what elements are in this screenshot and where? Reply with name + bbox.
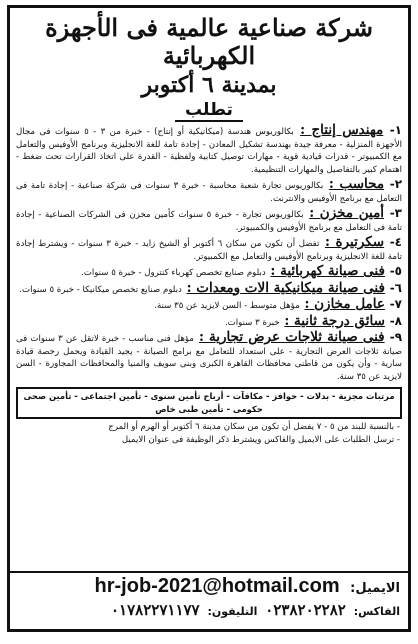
job-title: فنى صيانة ثلاجات عرض تجارية : [199, 329, 385, 345]
job-number: ٧- [389, 297, 402, 311]
job-requirements: بكالوريوس تجارة شعبة محاسبة - خبرة ٣ سنوات فى شركة صناعية - إجادة تامة فى التعامل مع برنامج الأوفيس والانترنت. [16, 181, 402, 204]
fax-label: الفاكس: [353, 605, 400, 618]
phone-number[interactable]: ٠١٧٨٢٢٧١١٧٧ [110, 602, 200, 619]
job-requirements: مؤهل فنى مناسب - خبرة لاتقل عن ٣ سنوات فى صيانة ثلاجات العرض التجارية - على استعداد للتعامل مع برامج الصيانة - يجيد القيادة ويحمل رخصة قيادة سارية - وأن يكون من قاطنى محافظات القاهرة الكبرى وبنى سويف والمنيا والمحافظات المجاورة - السن لايزيد عن ٣٥ سنة. [16, 334, 402, 382]
job-number: ٦- [389, 280, 402, 295]
job-requirements: بكالوريوس هندسة (ميكانيكية أو إنتاج) - خبرة من ٣ - ٥ سنوات فى مجال الأجهزة المنزلية - معرفة جيدة بهندسة تشكيل المعادن - إجادة تامة للغة الانجليزية وبرنامج الأوفيس والتعامل مع الكمبيوتر - قدرات قيادية قوية - مهارات توصيل كتابية ولفظية - القدرة على اتخاذ القرارات تحت ضغط - اهتمام كبير بالتفاصيل والمهارات التنظيمية. [16, 127, 402, 175]
job-title: محاسب : [328, 176, 385, 192]
job-item [16, 312, 402, 330]
job-requirements: دبلوم صنايع تخصص كهرباء كنترول - خبرة ٥ سنوات. [81, 268, 266, 278]
note-line: - بالنسبة للبند من ٥ - ٧ يفضل أن تكون من سكان مدينة ٦ أكتوبر أو الهرم أو المرج [108, 422, 400, 432]
job-requirements: تفضل أن تكون من سكان ٦ أكتوبر أو الشيخ زايد - خبرة ٣ سنوات - ويشترط إجادة تامة للغة الانجليزية وبرنامج الأوفيس والتعامل مع الكمبيوتر. [16, 239, 402, 262]
job-title: عامل مخازن : [304, 296, 385, 312]
fax-number: ٠٢٣٨٢٠٢٢٨٢ [265, 602, 346, 619]
email-row [18, 575, 400, 600]
job-requirements: خبرة ٣ سنوات. [224, 317, 280, 328]
job-title: مهندس إنتاج : [300, 122, 384, 138]
job-item [16, 265, 402, 280]
job-requirements: بكالوريوس تجارة - خبرة ٥ سنوات كأمين مخزن فى الشركات الصناعية - إجادة تامة فى التعامل مع برنامج الأوفيس والكمبيوتر. [16, 210, 402, 233]
job-requirements: دبلوم صنايع تخصص ميكانيكا - خبرة ٥ سنوات. [19, 284, 182, 295]
job-list [10, 124, 408, 383]
notes [10, 419, 408, 446]
job-title: سكرتيرة : [325, 234, 385, 250]
job-number: ٢- [389, 177, 403, 191]
job-item [16, 279, 402, 297]
job-title: فنى صيانة كهربائية : [270, 263, 385, 279]
job-number: ٥- [389, 264, 402, 278]
email-address[interactable]: hr-job-2021@hotmail.com [94, 575, 340, 597]
job-item [16, 178, 402, 205]
phone-label: التليفون: [207, 605, 258, 618]
job-item [16, 124, 402, 176]
email-label: الايميل: [350, 581, 400, 596]
job-item [16, 207, 402, 234]
job-item [16, 331, 402, 383]
job-number: ٨- [389, 313, 402, 328]
job-title: سائق درجة ثانية : [284, 312, 385, 329]
job-number: ٤- [389, 235, 402, 249]
contact-block [10, 571, 408, 629]
job-requirements: مؤهل متوسط - السن لايزيد عن ٣٥ سنة. [154, 301, 300, 311]
phone-row [18, 600, 400, 623]
wanted-heading: تطلب [175, 100, 243, 122]
ad-title: شركة صناعية عالمية فى الأجهزة الكهربائية [45, 13, 373, 70]
ad-subtitle: بمدينة ٦ أكتوبر [141, 72, 277, 98]
job-ad [7, 5, 411, 632]
job-number: ٣- [389, 206, 402, 220]
job-number: ١- [389, 123, 402, 137]
job-number: ٩- [389, 330, 403, 344]
job-item [16, 298, 402, 313]
job-item [16, 236, 402, 263]
job-title: فنى صيانة ميكانيكية الات ومعدات : [186, 279, 385, 296]
note-line: - ترسل الطلبات على الايميل والفاكس ويشترط ذكر الوظيفة فى عنوان الايميل [121, 434, 400, 445]
job-title: أمين مخزن : [309, 205, 385, 221]
wanted-heading-wrap [10, 100, 408, 122]
benefits-box: مرتبات مجزية - بدلات - حوافز - مكافآت - أرباح تأمين سنوى - تأمين اجتماعى - تأمين صحى حكومى - تأمين طبى خاص [16, 387, 402, 419]
